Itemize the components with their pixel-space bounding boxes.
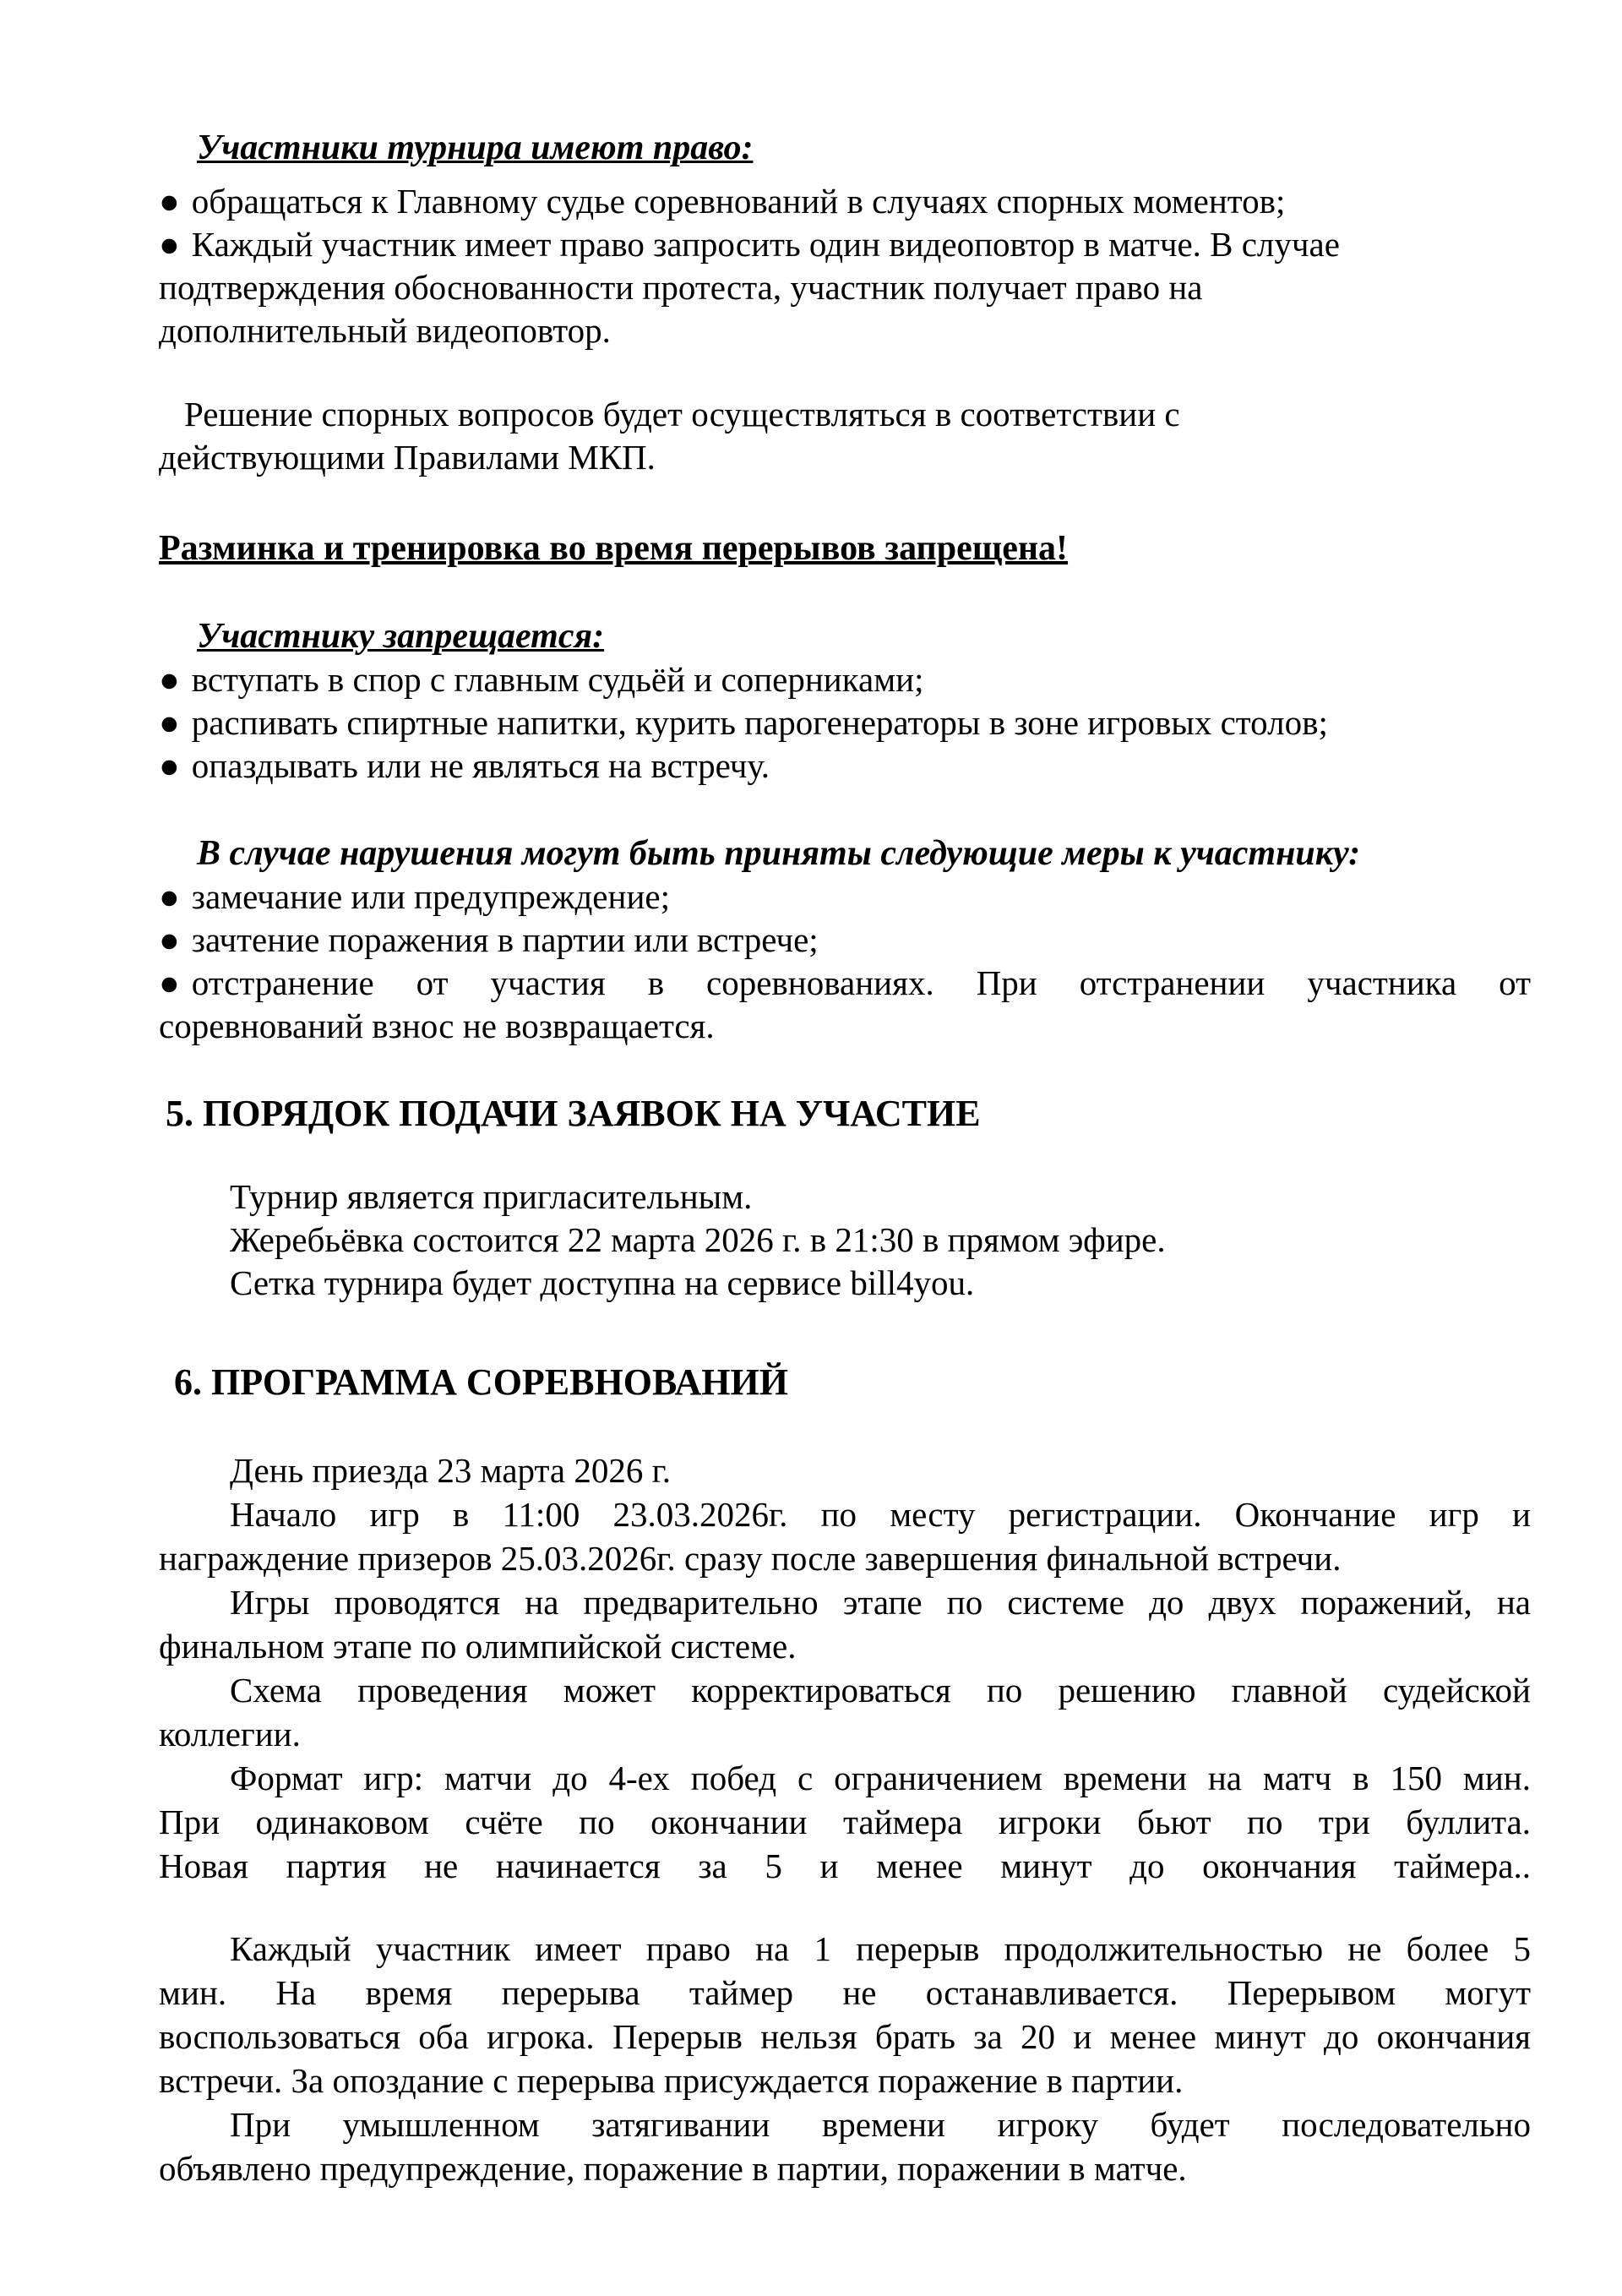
list-item	[159, 223, 1531, 266]
rights-bullet-list	[159, 180, 1531, 352]
section5-paragraph: Турнир является пригласительным.	[230, 1177, 753, 1216]
measures-bullet-list	[159, 875, 1531, 1048]
section6-body	[159, 1448, 1531, 1888]
bullet-icon: ●	[159, 746, 180, 785]
bullet-icon: ●	[159, 920, 180, 959]
list-item-text: опаздывать или не являться на встречу.	[191, 746, 770, 785]
paragraph-line: Новая партия не начинается за 5 и менее минут до окончания таймера..	[159, 1846, 1531, 1885]
list-item-continuation: дополнительный видеоповтор.	[159, 311, 611, 350]
forbidden-heading: Участнику запрещается:	[197, 617, 605, 656]
list-item-text: распивать спиртные напитки, курить парогенераторы в зоне игровых столов;	[191, 703, 1328, 742]
section6-title: 6. ПРОГРАММА СОРЕВНОВАНИЙ	[174, 1361, 788, 1403]
bullet-icon: ●	[159, 963, 180, 1002]
list-item-text: отстранение от участия в соревнованиях. При отстранении участника от	[191, 963, 1531, 1002]
list-item	[159, 744, 1531, 788]
list-item	[159, 919, 1531, 962]
list-item	[159, 962, 1531, 1005]
list-item	[159, 701, 1531, 744]
paragraph-line: При умышленном затягивании времени игроку будет последовательно	[230, 2105, 1531, 2144]
list-item-text: обращаться к Главному судье соревнований в случаях спорных моментов;	[191, 182, 1286, 221]
list-item-text: Каждый участник имеет право запросить один видеоповтор в матче. В случае	[191, 225, 1340, 264]
disputes-paragraph	[159, 393, 1531, 479]
list-item	[159, 875, 1531, 919]
paragraph-line: воспользоваться оба игрока. Перерыв нельзя брать за 20 и менее минут до окончания	[159, 2017, 1531, 2056]
paragraph-line: объявлено предупреждение, поражение в партии, поражении в матче.	[159, 2149, 1187, 2188]
section5-paragraph: Сетка турнира будет доступна на сервисе bill4you.	[230, 1263, 975, 1302]
paragraph-line: награждение призеров 25.03.2026г. сразу после завершения финальной встречи.	[159, 1539, 1342, 1578]
section5-body	[159, 1175, 1531, 1305]
paragraph-line: Схема проведения может корректироваться по решению главной судейской	[230, 1671, 1531, 1710]
paragraph-line: Каждый участник имеет право на 1 перерыв продолжительностью не более 5	[230, 1929, 1531, 1968]
measures-heading: В случае нарушения могут быть приняты следующие меры к участнику:	[197, 834, 1361, 873]
list-item-text: зачтение поражения в партии или встрече;	[191, 920, 819, 959]
paragraph-line: Начало игр в 11:00 23.03.2026г. по месту регистрации. Окончание игр и	[230, 1495, 1531, 1534]
forbidden-bullet-list	[159, 658, 1531, 788]
bullet-icon: ●	[159, 225, 180, 264]
section6-body-continued	[159, 1927, 1531, 2190]
paragraph-line: Игры проводятся на предварительно этапе по системе до двух поражений, на	[230, 1583, 1531, 1622]
bullet-icon: ●	[159, 660, 180, 699]
list-item-continuation: подтверждения обоснованности протеста, участник получает право на	[159, 268, 1203, 307]
bullet-icon: ●	[159, 703, 180, 742]
bullet-icon: ●	[159, 877, 180, 916]
bullet-icon: ●	[159, 182, 180, 221]
paragraph-line: встречи. За опоздание с перерыва присуждается поражение в партии.	[159, 2061, 1184, 2100]
paragraph-line: Решение спорных вопросов будет осуществляться в соответствии с	[184, 395, 1180, 434]
paragraph-line: Формат игр: матчи до 4-ех побед с ограничением времени на матч в 150 мин.	[230, 1759, 1531, 1797]
paragraph-line: При одинаковом счёте по окончании таймера игроки бьют по три буллита.	[159, 1802, 1531, 1841]
list-item-continuation: соревнований взнос не возвращается.	[159, 1006, 715, 1045]
warmup-notice: Разминка и тренировка во время перерывов запрещена!	[159, 529, 1069, 568]
section5-paragraph: Жеребьёвка состоится 22 марта 2026 г. в 21:30 в прямом эфире.	[230, 1220, 1166, 1259]
rights-heading: Участники турнира имеют право:	[197, 128, 754, 167]
paragraph-line: мин. На время перерыва таймер не останавливается. Перерывом могут	[159, 1973, 1531, 2012]
paragraph-line: финальном этапе по олимпийской системе.	[159, 1627, 797, 1666]
arrival-day-line: День приезда 23 марта 2026 г.	[230, 1451, 672, 1490]
paragraph-line: действующими Правилами МКП.	[159, 438, 656, 477]
list-item	[159, 658, 1531, 701]
list-item-text: замечание или предупреждение;	[191, 877, 670, 916]
section5-title: 5. ПОРЯДОК ПОДАЧИ ЗАЯВОК НА УЧАСТИЕ	[166, 1093, 981, 1134]
list-item-text: вступать в спор с главным судьёй и соперниками;	[191, 660, 924, 699]
list-item	[159, 180, 1531, 223]
paragraph-line: коллегии.	[159, 1715, 301, 1753]
